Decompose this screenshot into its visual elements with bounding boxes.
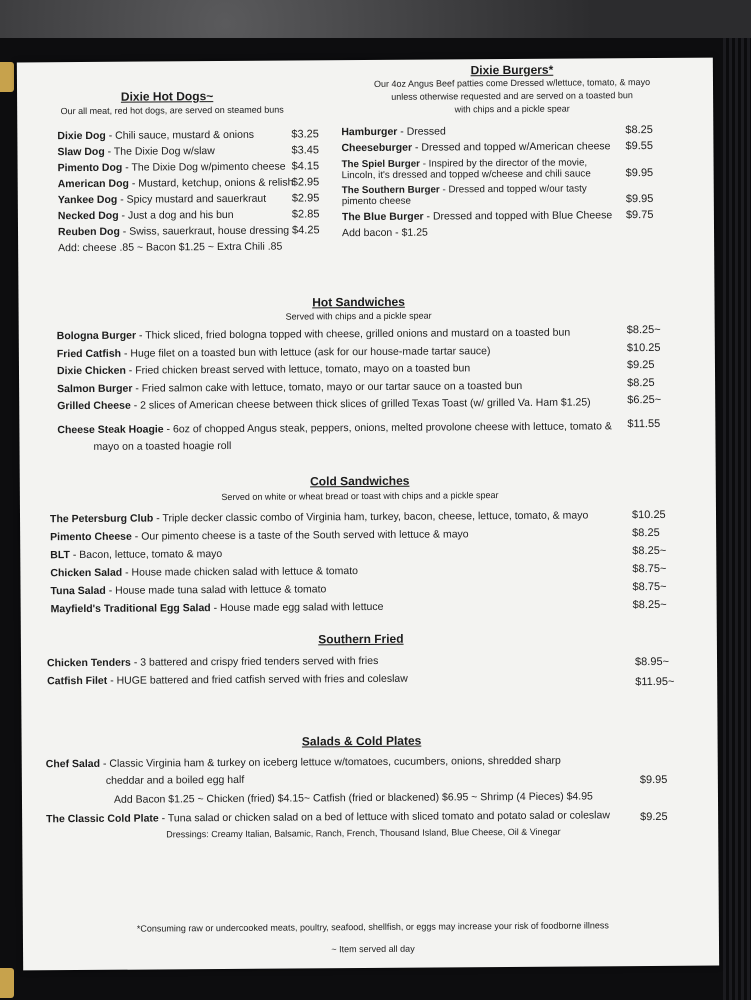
item-price: $2.85 (291, 208, 320, 221)
hot-sandwiches-title: Hot Sandwiches (312, 294, 405, 310)
menu-item: Slaw Dog - The Dixie Dog w/slaw (57, 145, 215, 159)
item-price: $8.25 (632, 526, 660, 540)
item-price: $9.75 (625, 209, 654, 222)
cold-sandwiches-title: Cold Sandwiches (310, 473, 410, 489)
item-price: $9.95 (625, 167, 654, 180)
item-price: $4.15 (291, 160, 320, 173)
hot-dogs-list (57, 127, 294, 257)
hot-sandwiches-list (57, 324, 612, 455)
menu-item: Catfish Filet - HUGE battered and fried catfish served with fries and coleslaw (47, 672, 408, 688)
menu-item: Cheeseburger - Dressed and topped w/American cheese (341, 140, 611, 155)
menu-item: Pimento Cheese - Our pimento cheese is a taste of the South served with lettuce & mayo (50, 528, 469, 544)
dressings: Dressings: Creamy Italian, Balsamic, Ranch, French, Thousand Island, Blue Cheese, Oil & Vinegar (166, 826, 561, 840)
menu-item: Chicken Tenders - 3 battered and crispy fried tenders served with fries (46, 654, 379, 670)
southern-fried-prices (635, 652, 675, 692)
item-price: $2.95 (291, 192, 320, 205)
burger-prices (625, 122, 653, 223)
menu-item: Necked Dog - Just a dog and his bun (57, 208, 234, 223)
menu-item: American Dog - Mustard, ketchup, onions & relish (57, 176, 294, 191)
menu-item: Chef Salad - Classic Virginia ham & turkey on iceberg lettuce w/tomatoes, cucumbers, onions, shredded sharp (45, 754, 561, 771)
menu-item: Yankee Dog - Spicy mustard and sauerkraut (57, 192, 267, 207)
chef-salad-addons: Add Bacon $1.25 ~ Chicken (fried) $4.15~ Catfish (fried or blackened) $6.95 ~ Shrimp (4 Pieces) $4.95 (113, 790, 593, 806)
menu-item: Mayfield's Traditional Egg Salad - House made egg salad with lettuce (50, 600, 384, 616)
item-price: $9.95 (625, 193, 654, 206)
hot-dogs-subtitle: Our all meat, red hot dogs, are served on steamed buns (60, 104, 284, 117)
binder-ring (0, 62, 14, 92)
menu-item: Pimento Dog - The Dixie Dog w/pimento cheese (57, 160, 286, 175)
item-price: $4.25 (291, 224, 320, 237)
all-day-note: ~ Item served all day (331, 943, 415, 955)
hot-dogs-prices (291, 126, 319, 238)
item-price: $6.25~ (627, 393, 662, 407)
menu-item: Reuben Dog - Swiss, sauerkraut, house dressing (57, 224, 290, 239)
cold-sandwiches-list (50, 506, 589, 618)
cold-sandwiches-subtitle: Served on white or wheat bread or toast with chips and a pickle spear (221, 490, 499, 503)
burgers-addon: Add bacon - $1.25 (341, 226, 428, 240)
hot-sandwiches-prices (627, 322, 662, 433)
menu-item: Cheese Steak Hoagie - 6oz of chopped Angus steak, peppers, onions, melted provolone cheese with lettuce, tomato & mayo on a toasted hoagie roll (57, 419, 612, 453)
burgers-title: Dixie Burgers* (470, 62, 554, 78)
menu-item: Fried Catfish - Huge filet on a toasted bun with lettuce (ask for our house-made tartar sauce) (56, 344, 491, 360)
menu-item: The Classic Cold Plate - Tuna salad or chicken salad on a bed of lettuce with sliced tomato and potato salad or coleslaw (46, 809, 610, 826)
hot-sandwiches-subtitle: Served with chips and a pickle spear (285, 310, 432, 322)
chef-salad (46, 752, 610, 840)
hot-dogs-title: Dixie Hot Dogs~ (120, 89, 214, 104)
menu-item: Salmon Burger - Fried salmon cake with lettuce, tomato, mayo or our tartar sauce on a toasted bun (57, 379, 523, 395)
item-price: $8.75~ (632, 562, 667, 576)
item-price: $8.25 (625, 124, 653, 137)
menu-item: The Blue Burger - Dressed and topped with Blue Cheese (341, 209, 613, 224)
item-price: $2.95 (291, 176, 320, 189)
menu-item: Chicken Salad - House made chicken salad with lettuce & tomato (50, 565, 359, 580)
menu-item: The Petersburg Club - Triple decker classic combo of Virginia ham, turkey, bacon, cheese, lettuce, tomato, & mayo (49, 509, 589, 526)
item-price: $8.25 (627, 376, 655, 389)
binder-edge (723, 38, 751, 1000)
item-price: $9.95 (639, 773, 668, 787)
food-safety-warning: *Consuming raw or undercooked meats, poultry, seafood, shellfish, or eggs may increase your risk of foodborne illness (136, 920, 609, 934)
salads-title: Salads & Cold Plates (301, 733, 422, 749)
menu-item: Tuna Salad - House made tuna salad with lettuce & tomato (50, 583, 327, 598)
item-price: $9.25 (640, 810, 668, 824)
burgers-list (341, 122, 622, 241)
binder-ring (0, 968, 14, 998)
menu-item: The Southern Burger - Dressed and topped w/our tasty pimento cheese (341, 183, 587, 208)
item-price: $8.95~ (634, 655, 670, 669)
menu-item: Dixie Chicken - Fried chicken breast served with lettuce, tomato, mayo on a toasted bun (56, 362, 471, 378)
menu-item: BLT - Bacon, lettuce, tomato & mayo (50, 548, 223, 562)
item-price: $8.25~ (626, 323, 661, 337)
item-price: $8.25~ (632, 544, 667, 558)
menu-item: Grilled Cheese - 2 slices of American cheese between thick slices of grilled Texas Toast (w/ grilled Va. Ham $1.25) (57, 396, 591, 413)
burgers-subtitle: Our 4oz Angus Beef patties come Dressed w/lettuce, tomato, & mayo unless otherwise requested and are served on a toasted bun with chips and a pickle spear (373, 77, 651, 115)
hot-dogs-addons: Add: cheese .85 ~ Bacon $1.25 ~ Extra Chili .85 (58, 240, 283, 255)
item-price: $11.95~ (635, 675, 675, 689)
item-price: $3.25 (291, 128, 319, 141)
southern-fried-list (47, 652, 408, 691)
menu-item: Hamburger - Dressed (341, 125, 446, 139)
menu-item: Dixie Dog - Chili sauce, mustard & onions (57, 128, 255, 143)
item-price: $11.55 (627, 417, 661, 430)
item-price: $8.25~ (632, 598, 667, 612)
cold-sandwiches-prices (632, 506, 667, 614)
item-price: $8.75~ (632, 580, 667, 594)
item-price: $10.25 (626, 341, 661, 354)
menu-page (17, 58, 719, 971)
item-price: $9.25 (626, 358, 655, 372)
item-price: $9.55 (625, 140, 654, 153)
menu-item-desc: cheddar and a boiled egg half (105, 773, 245, 787)
item-price: $10.25 (631, 508, 666, 522)
menu-item: The Spiel Burger - Inspired by the director of the movie, Lincoln, it's dressed and topped w/cheese and chili sauce (341, 157, 591, 182)
item-price: $3.45 (291, 144, 320, 157)
southern-fried-title: Southern Fried (318, 631, 404, 647)
menu-item: Bologna Burger - Thick sliced, fried bologna topped with cheese, grilled onions and mustard on a toasted bun (56, 326, 571, 343)
